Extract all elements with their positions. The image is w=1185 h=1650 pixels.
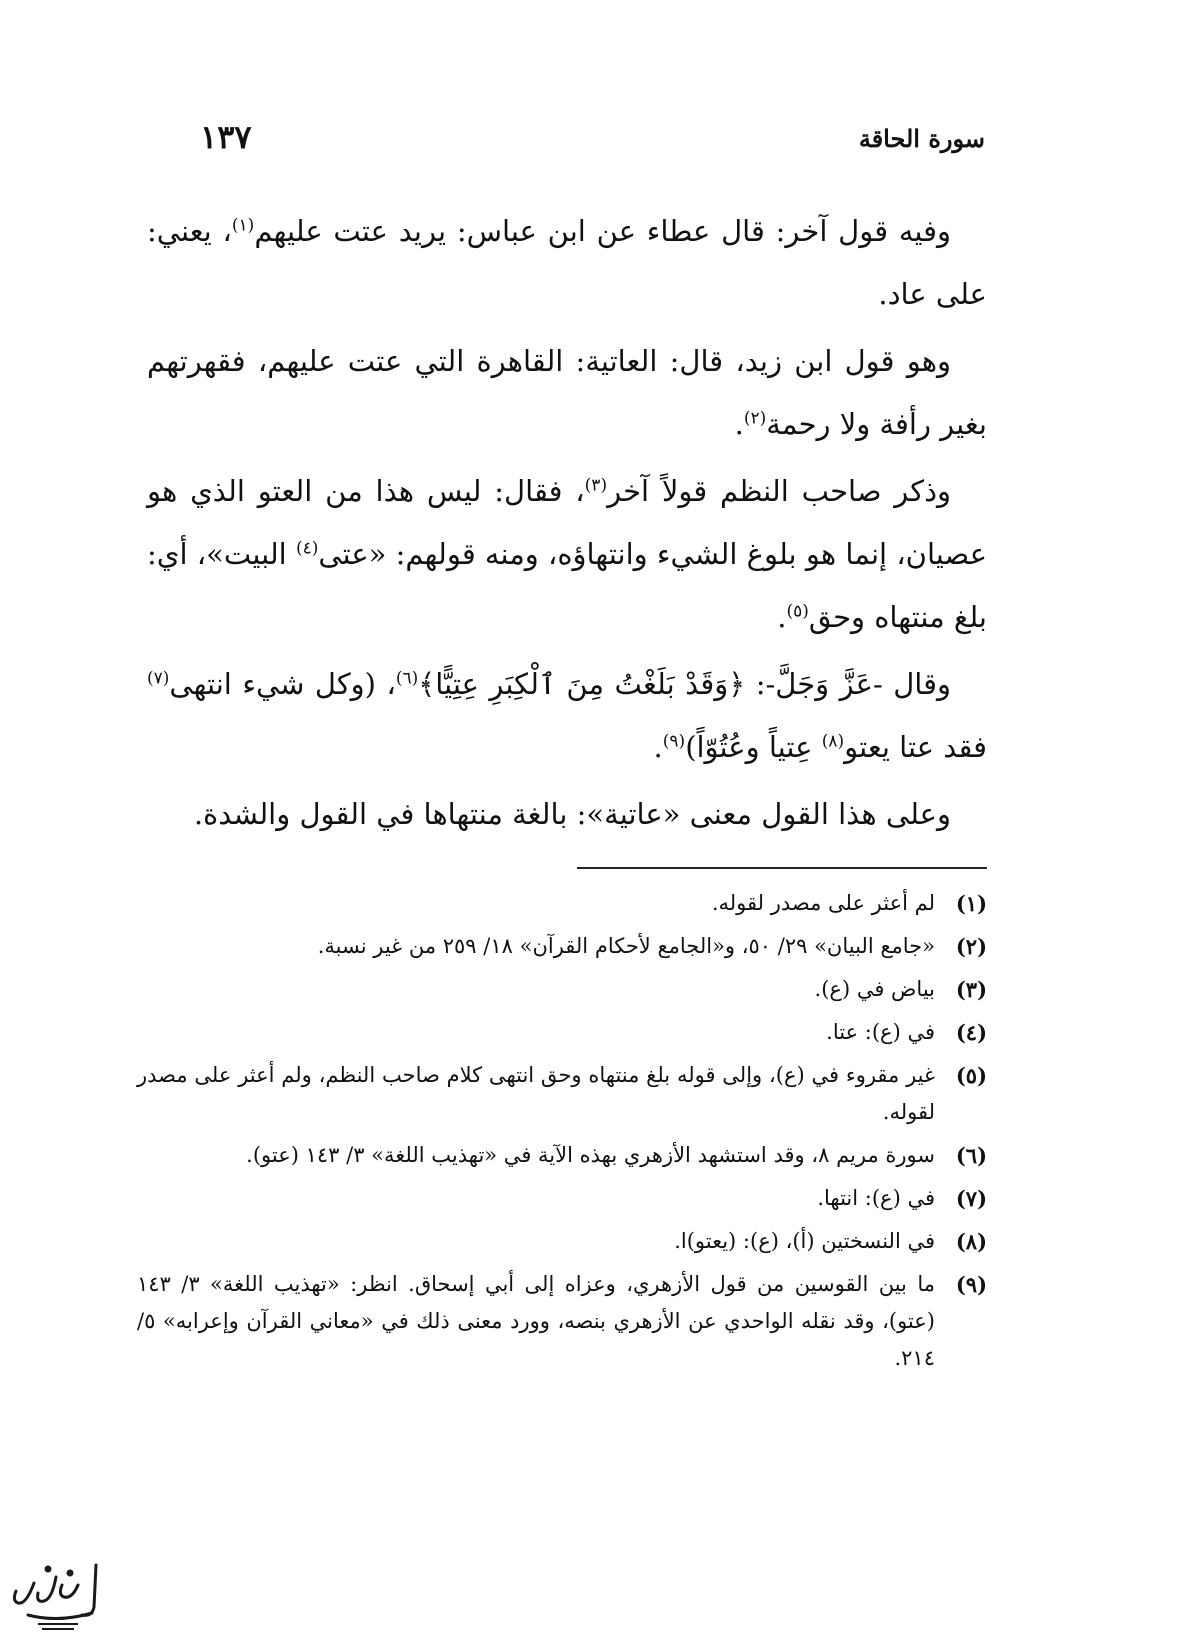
calligraphy-logo-icon — [8, 1555, 104, 1635]
footnote-text: في (ع): انتها. — [817, 1186, 935, 1210]
footnote-number: (١) — [955, 891, 987, 916]
footnote-ref-4: (٤) — [295, 538, 319, 559]
footnote-item — [137, 885, 987, 922]
paragraph-3-part-b: ، فقال: ليس هذا من العتو الذي هو عصيان، إنما هو بلوغ الشيء وانتهاؤه، ومنه قولهم: «عتى — [147, 474, 988, 571]
footnote-text: في النسختين (أ)، (ع): (يعتو)ا. — [674, 1229, 935, 1253]
footnote-item — [137, 971, 987, 1008]
footnote-ref-6: (٦) — [395, 668, 419, 689]
footnote-ref-5: (٥) — [786, 601, 809, 622]
paragraph-4-part-c: فقد عتا يعتو — [844, 730, 987, 764]
footnote-text: ما بين القوسين من قول الأزهري، وعزاه إلى أبي إسحاق. انظر: «تهذيب اللغة» ٣/ ١٤٣ (عتو)، وقد نقله الواحدي عن الأزهري بنصه، وورد معنى ذلك في «معاني القرآن وإعرابه» ٥/ ٢١٤. — [137, 1272, 935, 1370]
footnote-ref-2: (٢) — [743, 408, 767, 429]
paragraph-3-part-a: وذكر صاحب النظم قولاً آخر — [607, 474, 951, 508]
footnote-number: (٦) — [955, 1143, 987, 1168]
footnote-item — [137, 1180, 987, 1217]
paragraph-3 — [147, 460, 987, 649]
quran-verse: ﴿وَقَدْ بَلَغْتُ مِنَ ٱلْكِبَرِ عِتِيًّا﴾ — [418, 667, 746, 701]
paragraph-3-part-d: . — [777, 600, 787, 634]
footnotes — [137, 885, 987, 1383]
footnote-ref-8: (٨) — [821, 731, 845, 752]
footnote-number: (٣) — [955, 977, 987, 1002]
footnote-ref-1: (١) — [231, 215, 255, 236]
footnote-text: «جامع البيان» ٢٩/ ٥٠، و«الجامع لأحكام القرآن» ١٨/ ٢٥٩ من غير نسبة. — [317, 934, 935, 958]
footnote-text: بياض في (ع). — [814, 977, 935, 1001]
page-number: ١٣٧ — [200, 118, 252, 156]
footnote-ref-7: (٧) — [147, 668, 170, 689]
paragraph-1-text: وفيه قول آخر: قال عطاء عن ابن عباس: يريد عتت عليهم — [254, 214, 951, 248]
footnote-ref-3: (٣) — [584, 475, 608, 496]
footnote-number: (٥) — [955, 1063, 987, 1088]
footnote-text: في (ع): عتا. — [826, 1020, 935, 1044]
paragraph-4-part-b: ، (وكل شيء انتهى — [169, 667, 396, 701]
paragraph-4-part-e: . — [653, 730, 663, 764]
footnote-item — [137, 1266, 987, 1377]
paragraph-2 — [147, 330, 987, 456]
main-text — [147, 200, 987, 850]
paragraph-4 — [147, 653, 987, 779]
paragraph-2-tail: . — [734, 407, 744, 441]
footnote-text: لم أعثر على مصدر لقوله. — [711, 891, 935, 915]
paragraph-1-tail: ، يعني: على عاد. — [147, 214, 987, 311]
footnote-separator — [577, 867, 987, 869]
footnote-item — [137, 1223, 987, 1260]
footnote-number: (٤) — [955, 1020, 987, 1045]
paragraph-3-part-c: البيت»، أي: بلغ منتهاه وحق — [147, 537, 987, 634]
paragraph-1 — [147, 200, 987, 326]
footnote-item — [137, 1057, 987, 1131]
footnote-item — [137, 1137, 987, 1174]
footnote-number: (٧) — [955, 1186, 987, 1211]
footnote-text: غير مقروء في (ع)، وإلى قوله بلغ منتهاه وحق انتهى كلام صاحب النظم، ولم أعثر على مصدر لقوله. — [137, 1063, 935, 1124]
footnote-item — [137, 928, 987, 965]
paragraph-2-text: وهو قول ابن زيد، قال: العاتية: القاهرة التي عتت عليهم، فقهرتهم بغير رأفة ولا رحمة — [147, 344, 987, 441]
footnote-number: (٩) — [955, 1272, 987, 1297]
footnote-ref-9: (٩) — [662, 731, 686, 752]
paragraph-5-text: وعلى هذا القول معنى «عاتية»: بالغة منتهاها في القول والشدة. — [193, 797, 951, 831]
footnote-number: (٢) — [955, 934, 987, 959]
footnote-item — [137, 1014, 987, 1051]
footnote-text: سورة مريم ٨، وقد استشهد الأزهري بهذه الآية في «تهذيب اللغة» ٣/ ١٤٣ (عتو). — [246, 1143, 935, 1167]
running-head — [200, 118, 985, 162]
paragraph-4-part-a: وقال -عَزَّ وَجَلَّ-: — [745, 667, 951, 701]
running-title: سورة الحاقة — [858, 124, 985, 153]
paragraph-4-part-d: عِتياً وعُتُوّاً) — [685, 730, 822, 764]
paragraph-5 — [147, 783, 987, 846]
footnote-number: (٨) — [955, 1229, 987, 1254]
